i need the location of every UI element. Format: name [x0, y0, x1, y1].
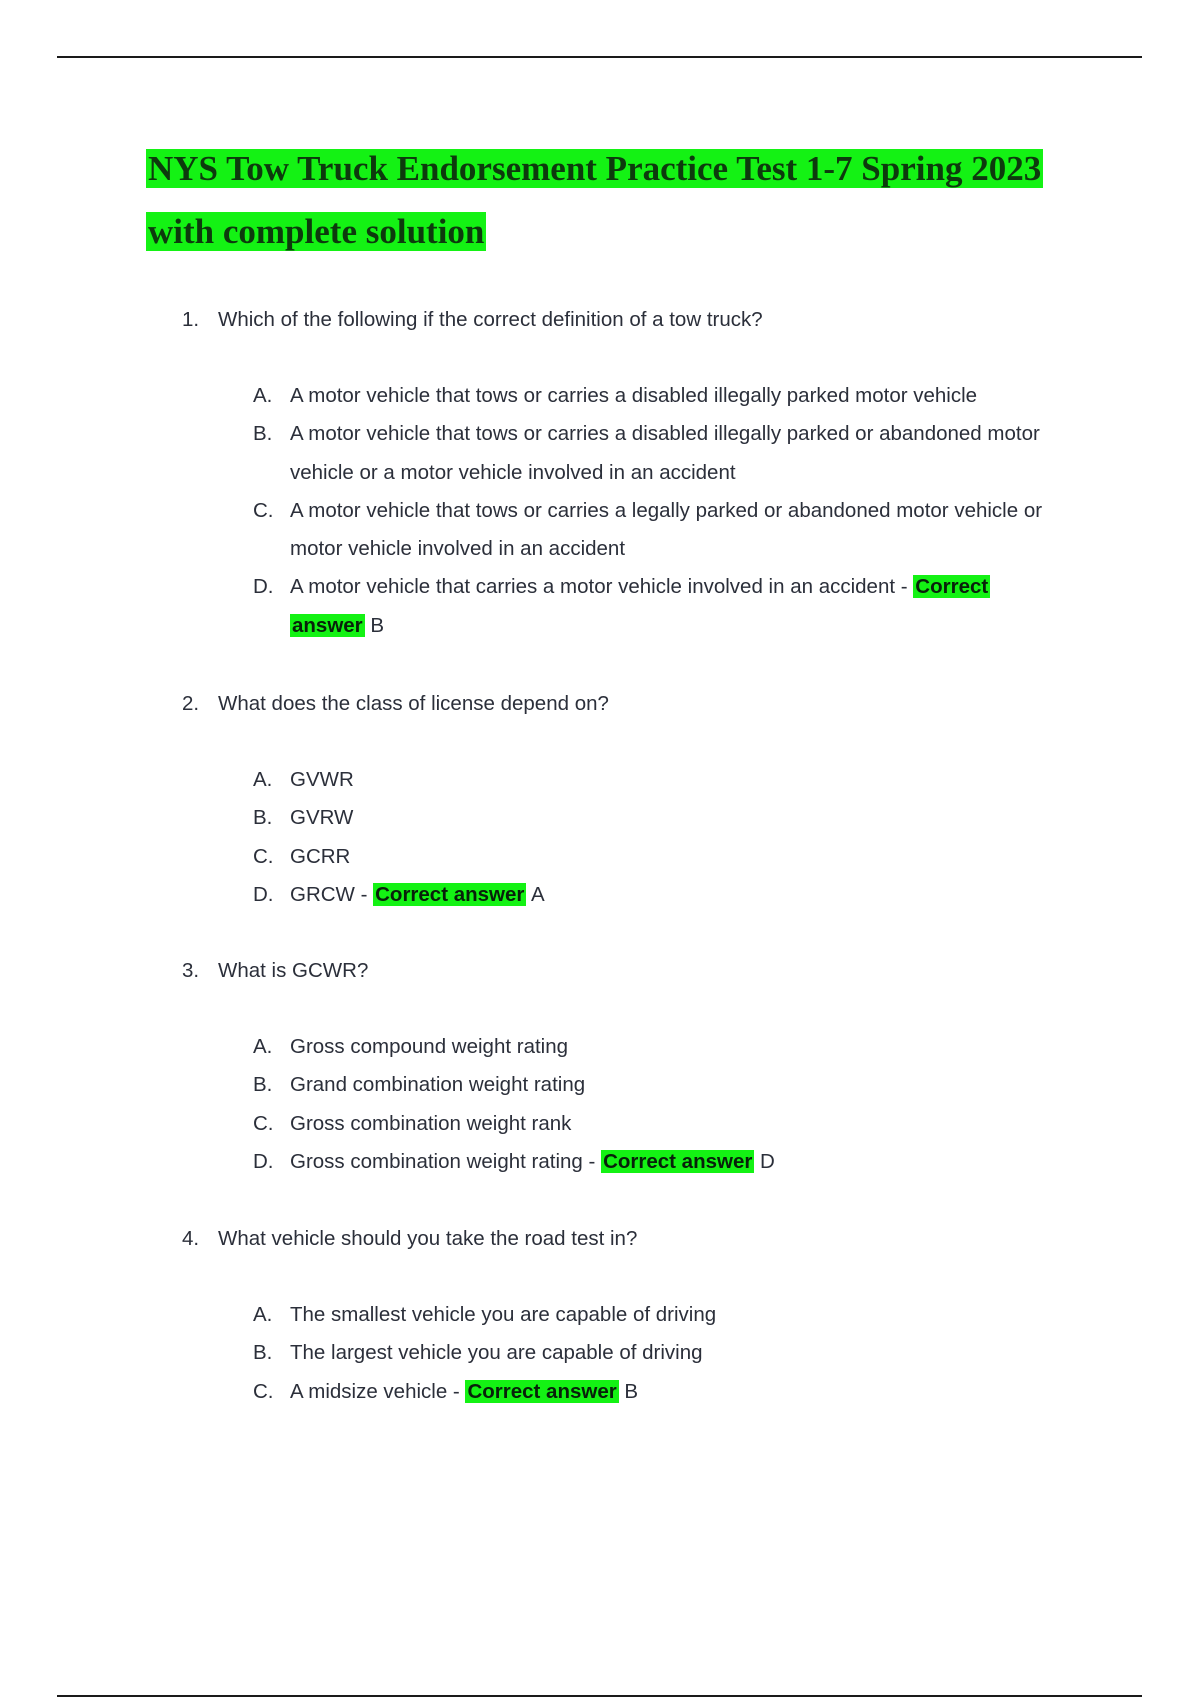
question-text: What vehicle should you take the road test in? [218, 1227, 638, 1250]
question-3-options [253, 1028, 1083, 1181]
correct-answer-label: answer [292, 613, 363, 637]
option-a: A. Gross compound weight rating [253, 1035, 569, 1058]
correct-answer-letter: B [624, 1379, 639, 1403]
question-2-options [253, 761, 1083, 914]
question-1 [182, 301, 1082, 339]
question-text: Which of the following if the correct definition of a tow truck? [218, 308, 763, 331]
option-c: C. GCRR [253, 844, 351, 868]
option-c: C. A midsize vehicle - Correct answer B [253, 1379, 639, 1403]
header-rule [57, 56, 1142, 58]
footer-rule [57, 1695, 1142, 1697]
question-4 [182, 1220, 1082, 1258]
option-b: B. A motor vehicle that tows or carries a disabled illegally parked or abandoned motor vehicle or a motor vehicle involved in an accident [253, 422, 1040, 484]
question-number: 2. [182, 692, 200, 715]
question-text: What is GCWR? [218, 959, 369, 982]
question-number: 4. [182, 1227, 200, 1250]
correct-answer-label: Correct answer [467, 1379, 617, 1403]
option-a: A. GVWR [253, 768, 354, 791]
title-line-2: with complete solution [148, 212, 485, 251]
option-a: A. The smallest vehicle you are capable of driving [253, 1303, 717, 1326]
question-3 [182, 952, 1082, 990]
option-b: B. The largest vehicle you are capable of driving [253, 1341, 703, 1365]
question-4-options [253, 1296, 1083, 1411]
question-1-options [253, 377, 1083, 645]
question-number: 3. [182, 959, 200, 982]
correct-answer-letter: B [370, 613, 385, 637]
option-b: B. Grand combination weight rating [253, 1073, 586, 1097]
option-d: D. Gross combination weight rating - Correct answer D [253, 1149, 775, 1173]
question-number: 1. [182, 308, 200, 331]
document-title [146, 137, 1106, 263]
option-d: D. A motor vehicle that carries a motor vehicle involved in an accident - Correct answer B [253, 575, 989, 637]
option-c: C. A motor vehicle that tows or carries a legally parked or abandoned motor vehicle or motor vehicle involved in an accident [253, 498, 1043, 561]
correct-answer-letter: A [530, 882, 545, 906]
option-b: B. GVRW [253, 806, 354, 830]
correct-answer-label: Correct answer [603, 1149, 753, 1173]
question-2 [182, 685, 1082, 723]
option-a: A. A motor vehicle that tows or carries a disabled illegally parked motor vehicle [253, 384, 978, 407]
question-text: What does the class of license depend on? [218, 692, 609, 715]
option-d: D. GRCW - Correct answer A [253, 882, 545, 906]
correct-answer-label: Correct [915, 575, 989, 599]
title-line-1: NYS Tow Truck Endorsement Practice Test 1-7 Spring 2023 [148, 149, 1042, 188]
correct-answer-letter: D [760, 1149, 775, 1173]
option-c: C. Gross combination weight rank [253, 1111, 572, 1135]
correct-answer-label: Correct answer [375, 882, 525, 906]
